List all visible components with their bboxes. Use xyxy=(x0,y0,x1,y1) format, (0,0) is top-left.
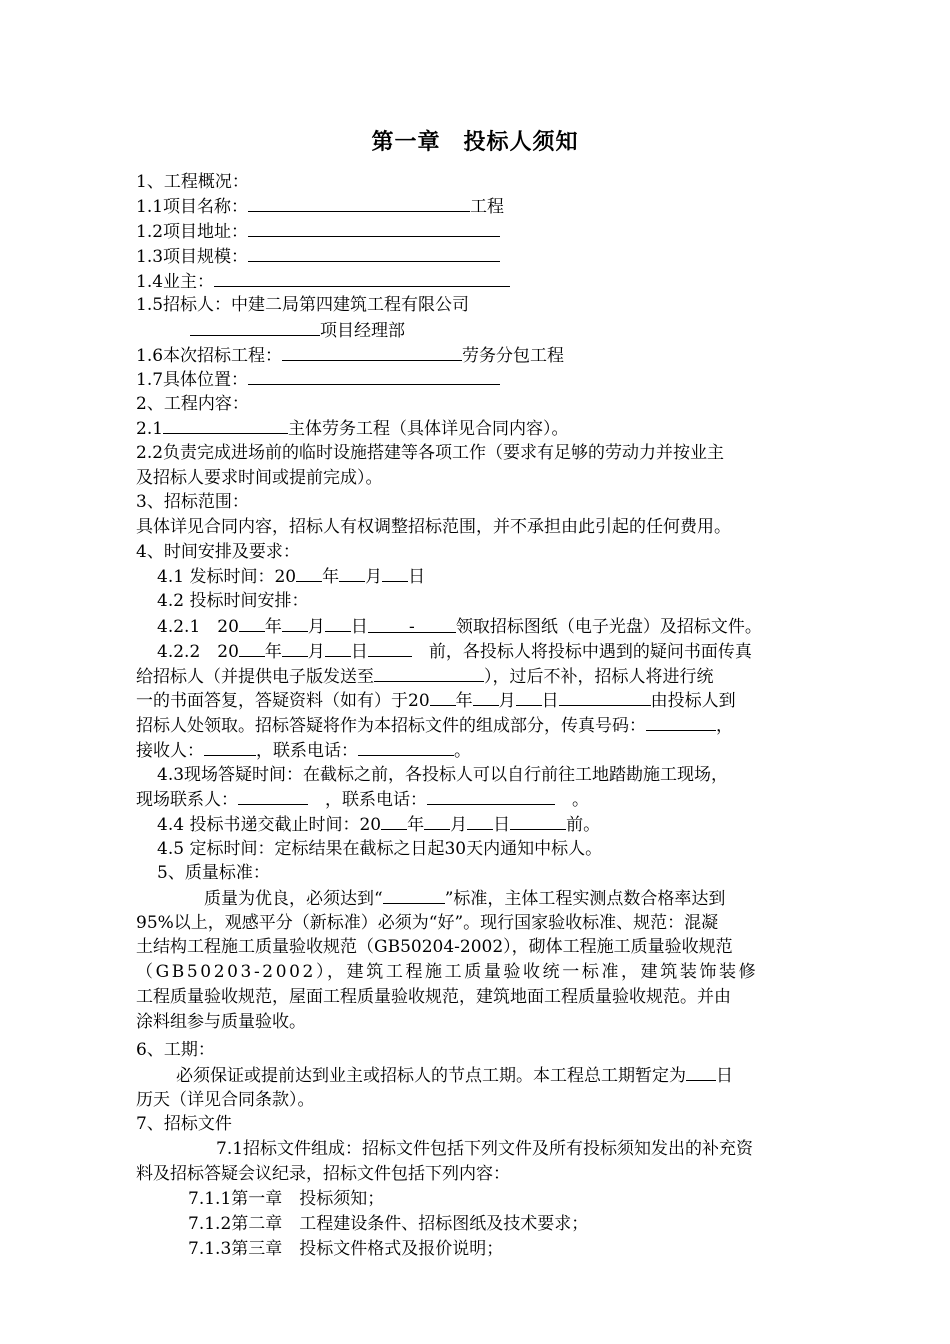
item-4-3-cont xyxy=(136,787,589,811)
blank-field[interactable] xyxy=(248,194,470,212)
text: 日 xyxy=(350,642,368,662)
blank-field[interactable] xyxy=(238,787,308,805)
text: 7、招标文件 xyxy=(136,1114,232,1134)
section-6-body-2 xyxy=(136,1088,315,1112)
text: 6、工期： xyxy=(136,1040,215,1060)
blank-field[interactable] xyxy=(559,688,651,706)
text: 主体劳务工程（具体详见合同内容）。 xyxy=(288,419,569,439)
text: 1.4业主： xyxy=(136,272,215,292)
item-1-2 xyxy=(136,219,500,243)
blank-field[interactable] xyxy=(374,664,484,682)
item-4-2-2-cont2 xyxy=(136,688,736,712)
blank-field[interactable] xyxy=(368,639,412,657)
section-5-body-2 xyxy=(136,911,718,935)
blank-field[interactable] xyxy=(430,688,456,706)
text: 现场联系人： xyxy=(136,790,238,810)
section-6-body-1 xyxy=(176,1063,733,1087)
item-7-1-1 xyxy=(188,1187,384,1211)
blank-field[interactable] xyxy=(339,564,365,582)
text: 4、时间安排及要求： xyxy=(136,542,300,562)
text: 一的书面答复，答疑资料（如有）于20 xyxy=(136,691,430,711)
item-4-5 xyxy=(157,837,602,861)
page-title: 第一章 投标人须知 xyxy=(371,129,579,155)
text: ，联系电话： xyxy=(256,741,358,761)
text: 涂料组参与质量验收。 xyxy=(136,1012,306,1032)
blank-field[interactable] xyxy=(427,787,555,805)
text: 1.2项目地址： xyxy=(136,222,249,242)
blank-field[interactable] xyxy=(381,812,407,830)
text: 年 xyxy=(322,567,340,587)
item-4-2-1 xyxy=(157,614,762,638)
item-4-2-2-cont4 xyxy=(136,738,471,762)
blank-field[interactable] xyxy=(248,367,500,385)
text: 4.3现场答疑时间：在截标之前，各投标人可以自行前往工地踏勘施工现场， xyxy=(157,765,729,785)
blank-field[interactable] xyxy=(686,1063,716,1081)
section-5-heading xyxy=(157,861,270,885)
item-1-4 xyxy=(136,269,510,293)
blank-field[interactable] xyxy=(204,738,256,756)
text: 1.1项目名称： xyxy=(136,197,249,217)
section-7-heading xyxy=(136,1112,232,1136)
text: 质量为优良，必须达到“ xyxy=(204,889,383,909)
text: 月 xyxy=(307,642,325,662)
text: 月 xyxy=(498,691,516,711)
blank-field[interactable] xyxy=(510,812,566,830)
text: 2、工程内容： xyxy=(136,394,249,414)
text: 。 xyxy=(572,790,589,810)
text: 1.3项目规模： xyxy=(136,247,249,267)
text: 由投标人到 xyxy=(650,691,736,711)
text: 前，各投标人将投标中遇到的疑问书面传真 xyxy=(428,642,752,662)
text: 月 xyxy=(450,815,468,835)
item-4-2 xyxy=(157,589,308,613)
section-3-body xyxy=(136,515,731,539)
blank-field[interactable] xyxy=(296,564,322,582)
text: 7.1.1第一章 投标须知； xyxy=(188,1189,385,1209)
item-4-2-2-cont3 xyxy=(136,713,733,737)
text: 劳务分包工程 xyxy=(462,346,565,366)
text: （GB50203-2002），建筑工程施工质量验收统一标准，建筑装饰装修 xyxy=(136,962,759,982)
text: 95%以上，观感平分（新标准）必须为“好”。现行国家验收标准、规范：混凝 xyxy=(136,913,719,933)
text: 月 xyxy=(307,617,325,637)
item-7-1-cont xyxy=(136,1162,510,1186)
section-5-body-4 xyxy=(136,960,758,984)
blank-field[interactable] xyxy=(190,318,320,336)
item-7-1-3 xyxy=(188,1237,503,1261)
text: ， xyxy=(716,716,733,736)
text: 日 xyxy=(350,617,368,637)
item-4-3 xyxy=(157,763,728,787)
blank-field[interactable] xyxy=(358,738,454,756)
text: 1.6本次招标工程： xyxy=(136,346,283,366)
blank-field[interactable] xyxy=(248,244,500,262)
item-1-1 xyxy=(136,194,504,218)
blank-field[interactable] xyxy=(646,713,716,731)
text: 前。 xyxy=(566,815,601,835)
text: 具体详见合同内容，招标人有权调整招标范围，并不承担由此引起的任何费用。 xyxy=(136,517,731,537)
item-7-1-2 xyxy=(188,1212,588,1236)
item-1-5 xyxy=(136,293,469,317)
text: 4.5 定标时间：定标结果在截标之日起30天内通知中标人。 xyxy=(157,839,603,859)
section-4-heading xyxy=(136,540,300,564)
text: 日 xyxy=(408,567,426,587)
text: ），过后不补，招标人将进行统 xyxy=(484,667,714,687)
blank-field[interactable] xyxy=(325,639,351,657)
text: 年 xyxy=(264,642,282,662)
text: 工程 xyxy=(470,197,505,217)
text: ，联系电话： xyxy=(325,790,427,810)
blank-field[interactable] xyxy=(239,614,265,632)
blank-field[interactable] xyxy=(368,615,456,637)
item-1-3 xyxy=(136,244,500,268)
item-4-4 xyxy=(157,812,600,836)
item-4-2-2-cont1 xyxy=(136,664,714,688)
item-2-1 xyxy=(136,416,569,440)
text: 4.1 发标时间：20 xyxy=(157,567,297,587)
item-2-2-cont xyxy=(136,466,383,490)
text: 。 xyxy=(454,741,471,761)
blank-field[interactable] xyxy=(239,639,265,657)
text: 1、工程概况： xyxy=(136,172,249,192)
text: 必须保证或提前达到业主或招标人的节点工期。本工程总工期暂定为 xyxy=(176,1066,686,1086)
text: 给招标人（并提供电子版发送至 xyxy=(136,667,374,687)
text: 日 xyxy=(716,1066,733,1086)
item-4-1 xyxy=(157,564,425,588)
text: 日 xyxy=(493,815,511,835)
item-2-2 xyxy=(136,441,724,465)
blank-field[interactable] xyxy=(248,219,500,237)
text: 2.1 xyxy=(136,419,164,439)
blank-field[interactable] xyxy=(383,886,445,904)
section-1-heading xyxy=(136,170,249,194)
text: 日 xyxy=(541,691,559,711)
item-1-6 xyxy=(136,343,564,367)
text: 月 xyxy=(365,567,383,587)
text: 历天（详见合同条款）。 xyxy=(136,1090,315,1110)
item-1-7 xyxy=(136,367,500,391)
section-5-body-5 xyxy=(136,985,731,1009)
text: 领取招标图纸（电子光盘）及招标文件。 xyxy=(455,617,762,637)
text: 7.1招标文件组成：招标文件包括下列文件及所有投标须知发出的补充资 xyxy=(216,1139,754,1159)
blank-field[interactable] xyxy=(282,343,462,361)
blank-field[interactable] xyxy=(163,416,288,434)
blank-field[interactable] xyxy=(214,269,510,287)
blank-field[interactable] xyxy=(516,688,542,706)
text: 7.1.3第三章 投标文件格式及报价说明； xyxy=(188,1239,504,1259)
section-5-body-3 xyxy=(136,935,733,959)
text: 7.1.2第二章 工程建设条件、招标图纸及技术要求； xyxy=(188,1214,589,1234)
text: 5、质量标准： xyxy=(157,863,270,883)
text: 1.5招标人：中建二局第四建筑工程有限公司 xyxy=(136,295,470,315)
section-5-body-1 xyxy=(204,886,725,910)
section-6-heading xyxy=(136,1038,215,1062)
text: - xyxy=(409,617,415,637)
blank-field[interactable] xyxy=(382,564,408,582)
text: 2.2负责完成进场前的临时设施搭建等各项工作（要求有足够的劳动力并按业主 xyxy=(136,443,725,463)
item-4-2-2 xyxy=(157,639,752,663)
text: 项目经理部 xyxy=(320,321,405,341)
blank-field[interactable] xyxy=(282,639,308,657)
text: 招标人处领取。招标答疑将作为本招标文件的组成部分，传真号码： xyxy=(136,716,646,736)
text: 4.2.1 20 xyxy=(157,617,239,637)
text: 料及招标答疑会议纪录，招标文件包括下列内容： xyxy=(136,1164,510,1184)
section-3-heading xyxy=(136,490,249,514)
item-7-1 xyxy=(216,1137,753,1161)
text: 年 xyxy=(264,617,282,637)
text: 1.7具体位置： xyxy=(136,370,249,390)
blank-field[interactable] xyxy=(424,812,450,830)
blank-field[interactable] xyxy=(473,688,499,706)
section-2-heading xyxy=(136,392,249,416)
section-5-body-6 xyxy=(136,1010,306,1034)
text: 工程质量验收规范，屋面工程质量验收规范，建筑地面工程质量验收规范。并由 xyxy=(136,987,731,1007)
text: 年 xyxy=(455,691,473,711)
text: 4.2 投标时间安排： xyxy=(157,591,309,611)
item-1-5-dept xyxy=(190,318,405,342)
text: 3、招标范围： xyxy=(136,492,249,512)
text: ”标准，主体工程实测点数合格率达到 xyxy=(444,889,726,909)
text: 4.2.2 20 xyxy=(157,642,239,662)
text: 4.4 投标书递交截止时间：20 xyxy=(157,815,382,835)
text: 年 xyxy=(407,815,425,835)
blank-field[interactable] xyxy=(325,614,351,632)
blank-field[interactable] xyxy=(282,614,308,632)
text: 土结构工程施工质量验收规范（GB50204-2002），砌体工程施工质量验收规范 xyxy=(136,937,733,957)
blank-field[interactable] xyxy=(467,812,493,830)
text: 及招标人要求时间或提前完成）。 xyxy=(136,468,383,488)
text: 接收人： xyxy=(136,741,204,761)
